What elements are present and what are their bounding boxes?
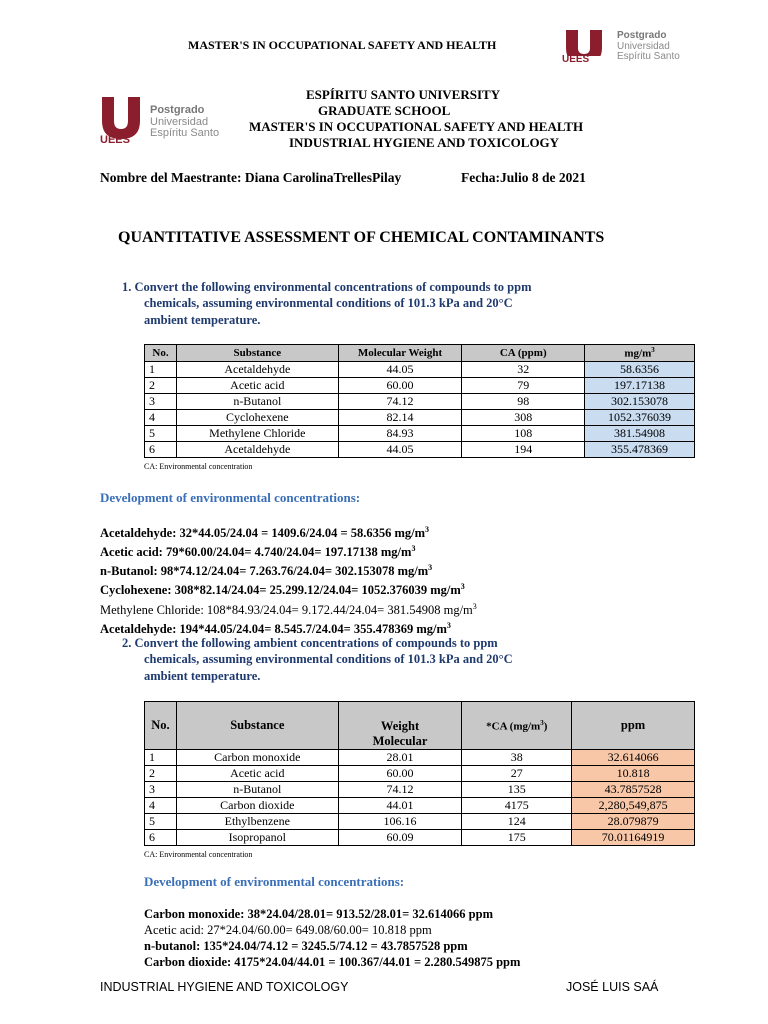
calculation-text: Methylene Chloride: 108*84.93/24.04= 9.172.44/24.04= 381.54908 mg/m bbox=[100, 602, 473, 617]
cell-ca: 135 bbox=[462, 782, 572, 798]
calculation-text: Acetic acid: 27*24.04/60.00= 649.08/60.00= 10.818 ppm bbox=[144, 923, 432, 937]
calculation-sup: 3 bbox=[472, 601, 477, 611]
calculation-sup: 3 bbox=[460, 582, 465, 592]
calculation-line bbox=[100, 579, 477, 598]
cell-ca: 175 bbox=[462, 830, 572, 846]
calculation-sup: 3 bbox=[425, 525, 429, 534]
uees-logo-small bbox=[560, 28, 700, 68]
calculation-sup: 3 bbox=[428, 563, 433, 573]
cell-weight: 74.12 bbox=[338, 394, 462, 410]
q2-col-weight-line1: Weight bbox=[380, 719, 420, 733]
cell-result: 197.17138 bbox=[585, 378, 695, 394]
q2-table bbox=[144, 701, 695, 846]
cell-substance: n-Butanol bbox=[176, 394, 338, 410]
cell-ca: 108 bbox=[462, 426, 585, 442]
calculation-line bbox=[100, 541, 477, 560]
uees-logo-large-brand: UEES bbox=[100, 134, 130, 146]
calculation-text: Carbon dioxide: 4175*24.04/44.01 = 100.367/44.01 = 2.280.549875 ppm bbox=[144, 955, 521, 969]
q1-line-2: chemicals, assuming environmental conditions of 101.3 kPa and 20°C bbox=[144, 296, 513, 310]
cell-weight: 44.05 bbox=[338, 442, 462, 458]
calculation-line bbox=[100, 618, 477, 637]
q2-dev-heading: Development of environmental concentrations: bbox=[144, 874, 405, 889]
cell-no: 6 bbox=[145, 442, 177, 458]
q1-col-mgm3 bbox=[585, 345, 695, 362]
calculation-text: Acetaldehyde: 194*44.05/24.04= 8.545.7/24.04= 355.478369 mg/m bbox=[100, 621, 447, 636]
calculation-text: Acetaldehyde: 32*44.05/24.04 = 1409.6/24.04 = 58.6356 mg/m bbox=[100, 526, 425, 541]
table-row bbox=[145, 362, 695, 378]
q1-col-ca: CA (ppm) bbox=[462, 345, 585, 362]
cell-substance: n-Butanol bbox=[176, 782, 338, 798]
cell-substance: Methylene Chloride bbox=[176, 426, 338, 442]
table-row bbox=[145, 426, 695, 442]
cell-no: 4 bbox=[145, 410, 177, 426]
logo-large-line-espiritu: Espíritu Santo bbox=[150, 127, 220, 139]
q2-col-ppm: ppm bbox=[572, 702, 695, 750]
q1-col-substance: Substance bbox=[176, 345, 338, 362]
calculation-line bbox=[100, 522, 477, 541]
q1-col-mgm3-label: mg/m bbox=[624, 347, 652, 360]
cell-no: 3 bbox=[145, 782, 177, 798]
q2-line-2: chemicals, assuming environmental conditions of 101.3 kPa and 20°C bbox=[144, 652, 513, 666]
q1-table-header-row bbox=[145, 345, 695, 362]
cell-weight: 60.00 bbox=[338, 378, 462, 394]
table-row bbox=[145, 750, 695, 766]
cell-substance: Acetaldehyde bbox=[176, 362, 338, 378]
q2-col-no: No. bbox=[145, 702, 177, 750]
cell-no: 4 bbox=[145, 798, 177, 814]
cell-ca: 194 bbox=[462, 442, 585, 458]
cell-weight: 44.01 bbox=[338, 798, 462, 814]
q2-table-header-row bbox=[145, 702, 695, 750]
q2-col-ca bbox=[462, 702, 572, 750]
uees-logo bbox=[98, 95, 228, 150]
cell-no: 1 bbox=[145, 362, 177, 378]
table-row bbox=[145, 830, 695, 846]
institution-line-4: INDUSTRIAL HYGIENE AND TOXICOLOGY bbox=[289, 135, 560, 150]
cell-ca: 32 bbox=[462, 362, 585, 378]
cell-ca: 4175 bbox=[462, 798, 572, 814]
cell-no: 3 bbox=[145, 394, 177, 410]
cell-no: 5 bbox=[145, 814, 177, 830]
cell-ca: 308 bbox=[462, 410, 585, 426]
running-header-title: MASTER'S IN OCCUPATIONAL SAFETY AND HEALTH bbox=[188, 38, 497, 52]
q2-col-weight bbox=[338, 702, 462, 750]
logo-large-line-universidad: Universidad bbox=[150, 116, 209, 128]
table-row bbox=[145, 798, 695, 814]
cell-no: 2 bbox=[145, 766, 177, 782]
q2-col-ca-sup: 3 bbox=[540, 718, 544, 727]
table-row bbox=[145, 766, 695, 782]
cell-ca: 98 bbox=[462, 394, 585, 410]
calculation-sup: 3 bbox=[446, 620, 451, 630]
student-name: Nombre del Maestrante: Diana CarolinaTrellesPilay bbox=[100, 170, 402, 185]
cell-substance: Acetaldehyde bbox=[176, 442, 338, 458]
calculation-text: n-butanol: 135*24.04/74.12 = 3245.5/74.12 = 43.7857528 ppm bbox=[144, 939, 468, 953]
cell-ca: 38 bbox=[462, 750, 572, 766]
cell-substance: Carbon monoxide bbox=[176, 750, 338, 766]
institution-line-3: MASTER'S IN OCCUPATIONAL SAFETY AND HEALTH bbox=[249, 119, 584, 134]
q2-table-note: CA: Environmental concentration bbox=[144, 850, 253, 859]
table-row bbox=[145, 410, 695, 426]
table-row bbox=[145, 394, 695, 410]
q1-col-no: No. bbox=[145, 345, 177, 362]
footer-author: JOSÉ LUIS SAÁ bbox=[566, 980, 659, 994]
calculation-text: Carbon monoxide: 38*24.04/28.01= 913.52/28.01= 32.614066 ppm bbox=[144, 907, 493, 921]
cell-result: 28.079879 bbox=[572, 814, 695, 830]
cell-result: 355.478369 bbox=[585, 442, 695, 458]
calculation-text: n-Butanol: 98*74.12/24.04= 7.263.76/24.04= 302.153078 mg/m bbox=[100, 564, 429, 579]
calculation-line bbox=[144, 954, 520, 970]
cell-no: 2 bbox=[145, 378, 177, 394]
q1-col-mgm3-sup: 3 bbox=[651, 346, 655, 355]
calculation-sup: 3 bbox=[411, 544, 416, 554]
q1-table-note: CA: Environmental concentration bbox=[144, 462, 253, 471]
cell-result: 58.6356 bbox=[585, 362, 695, 378]
cell-ca: 79 bbox=[462, 378, 585, 394]
institution-line-2: GRADUATE SCHOOL bbox=[318, 103, 451, 118]
q1-col-weight: Molecular Weight bbox=[338, 345, 462, 362]
logo-line-postgrado: Postgrado bbox=[617, 30, 667, 41]
cell-weight: 82.14 bbox=[338, 410, 462, 426]
table-row bbox=[145, 814, 695, 830]
logo-line-universidad: Universidad bbox=[617, 41, 670, 52]
calculation-line bbox=[144, 922, 520, 938]
calculation-line bbox=[144, 906, 520, 922]
cell-result: 381.54908 bbox=[585, 426, 695, 442]
q2-calculations bbox=[144, 906, 520, 970]
cell-weight: 106.16 bbox=[338, 814, 462, 830]
cell-result: 43.7857528 bbox=[572, 782, 695, 798]
calculation-line bbox=[100, 560, 477, 579]
logo-line-espiritu: Espíritu Santo bbox=[617, 51, 680, 62]
calculation-line bbox=[144, 938, 520, 954]
uees-logo-brand: UEES bbox=[562, 54, 590, 65]
cell-weight: 60.00 bbox=[338, 766, 462, 782]
cell-result: 1052.376039 bbox=[585, 410, 695, 426]
q2-col-ca-label: *CA (mg/m bbox=[486, 720, 541, 733]
institution-line-1: ESPÍRITU SANTO UNIVERSITY bbox=[306, 87, 501, 102]
cell-result: 70.01164919 bbox=[572, 830, 695, 846]
q1-calculations bbox=[100, 522, 477, 637]
footer-course: INDUSTRIAL HYGIENE AND TOXICOLOGY bbox=[100, 980, 349, 994]
cell-ca: 27 bbox=[462, 766, 572, 782]
submission-date: Fecha:Julio 8 de 2021 bbox=[461, 170, 586, 185]
calculation-text: Acetic acid: 79*60.00/24.04= 4.740/24.04= 197.17138 mg/m bbox=[100, 545, 412, 560]
cell-ca: 124 bbox=[462, 814, 572, 830]
cell-substance: Acetic acid bbox=[176, 378, 338, 394]
q1-line-1: 1. Convert the following environmental concentrations of compounds to ppm bbox=[122, 280, 532, 294]
cell-substance: Acetic acid bbox=[176, 766, 338, 782]
cell-no: 1 bbox=[145, 750, 177, 766]
cell-substance: Isopropanol bbox=[176, 830, 338, 846]
cell-weight: 84.93 bbox=[338, 426, 462, 442]
q1-dev-heading: Development of environmental concentrations: bbox=[100, 490, 361, 505]
q2-col-substance: Substance bbox=[176, 702, 338, 750]
q2-line-1: 2. Convert the following ambient concentrations of compounds to ppm bbox=[122, 636, 498, 650]
cell-substance: Cyclohexene bbox=[176, 410, 338, 426]
cell-no: 5 bbox=[145, 426, 177, 442]
cell-weight: 28.01 bbox=[338, 750, 462, 766]
q2-col-ca-close: ) bbox=[543, 720, 548, 733]
table-row bbox=[145, 442, 695, 458]
cell-substance: Carbon dioxide bbox=[176, 798, 338, 814]
q1-line-3: ambient temperature. bbox=[144, 313, 261, 327]
table-row bbox=[145, 378, 695, 394]
cell-weight: 74.12 bbox=[338, 782, 462, 798]
q1-table bbox=[144, 344, 695, 458]
cell-no: 6 bbox=[145, 830, 177, 846]
cell-result: 302.153078 bbox=[585, 394, 695, 410]
q2-col-weight-line2: Molecular bbox=[372, 734, 428, 748]
cell-result: 2,280,549,875 bbox=[572, 798, 695, 814]
table-row bbox=[145, 782, 695, 798]
cell-result: 32.614066 bbox=[572, 750, 695, 766]
q2-line-3: ambient temperature. bbox=[144, 669, 261, 683]
calculation-text: Cyclohexene: 308*82.14/24.04= 25.299.12/24.04= 1052.376039 mg/m bbox=[100, 583, 461, 598]
cell-weight: 60.09 bbox=[338, 830, 462, 846]
cell-substance: Ethylbenzene bbox=[176, 814, 338, 830]
logo-large-line-postgrado: Postgrado bbox=[150, 104, 205, 116]
cell-weight: 44.05 bbox=[338, 362, 462, 378]
page-title: QUANTITATIVE ASSESSMENT OF CHEMICAL CONTAMINANTS bbox=[118, 229, 605, 246]
cell-result: 10.818 bbox=[572, 766, 695, 782]
calculation-line bbox=[100, 599, 477, 618]
